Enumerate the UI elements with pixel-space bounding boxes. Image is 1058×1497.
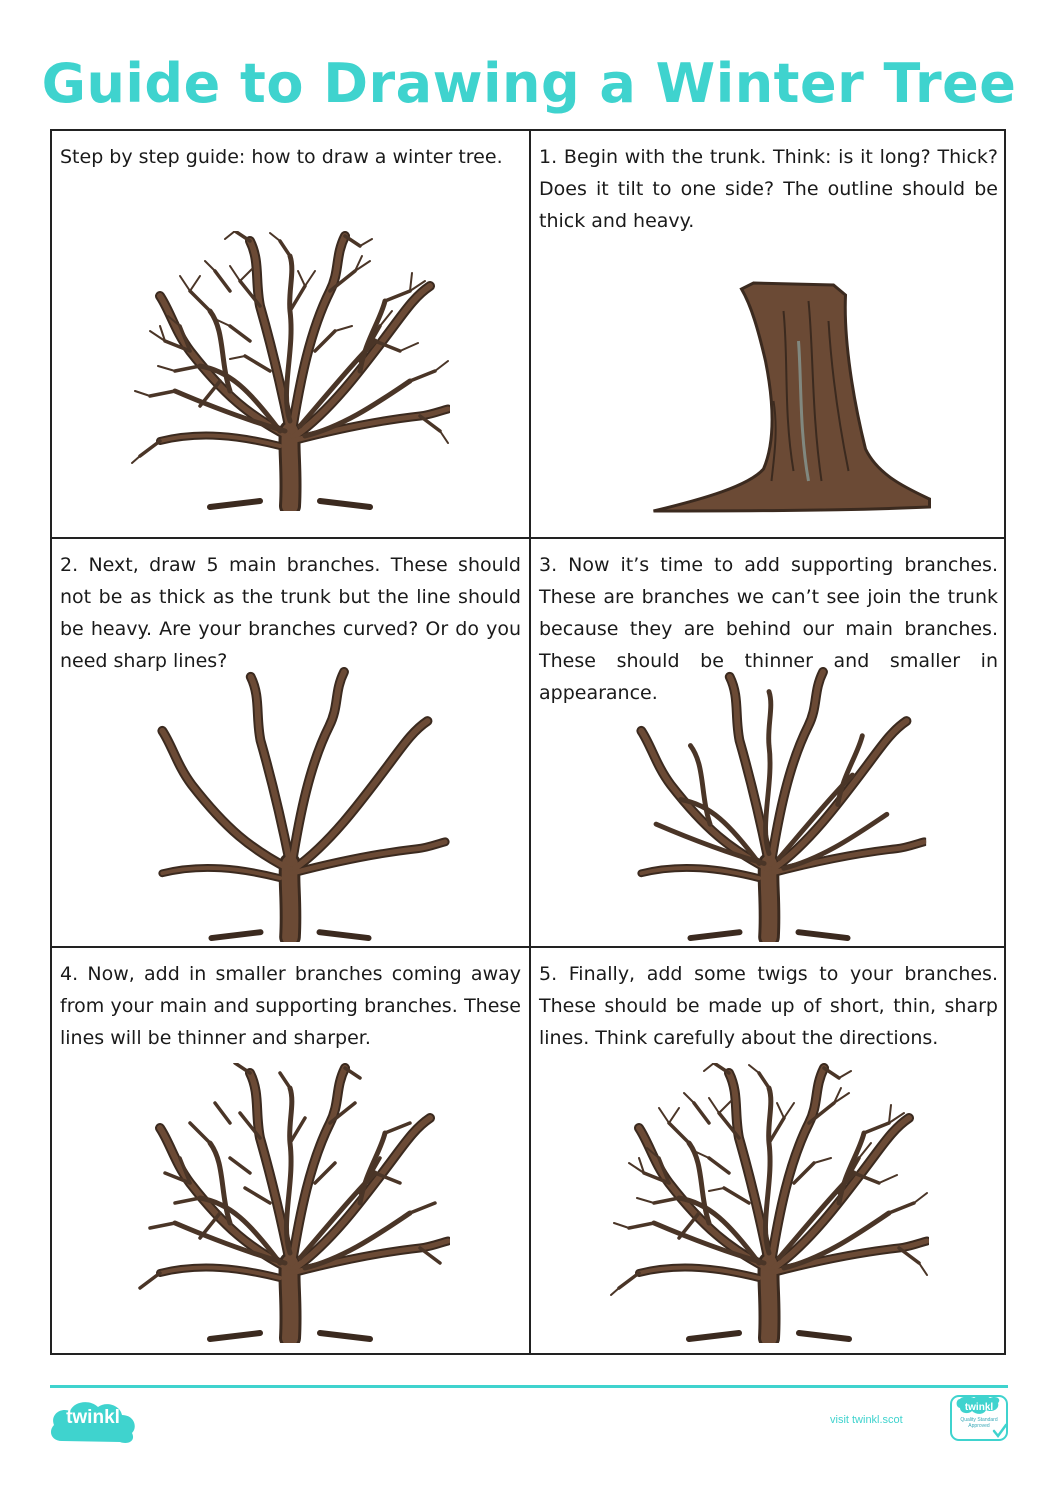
step-cell-4 [52,948,529,1353]
logo-text: twinkl [66,1407,120,1428]
badge-brand: twinkl [964,1402,994,1413]
step-cell-3 [531,539,1006,946]
step-intro-text: Step by step guide: how to draw a winter tree. [60,146,503,168]
tree-with-smaller-branches-image [120,1058,460,1348]
trunk-with-main-branches-image [130,667,450,942]
quality-badge [950,1395,1008,1441]
step-5-text: 5. Finally, add some twigs to your branches. These should be made up of short, thin, sharp lines. Think carefully about the directions. [539,963,998,1049]
page-title: Guide to Drawing a Winter Tree [41,52,1017,115]
step-cell-5 [531,948,1006,1353]
step-1-text: 1. Begin with the trunk. Think: is it long? Thick? Does it tilt to one side? The outline should be thick and heavy. [539,146,998,232]
full-winter-tree-image [120,226,460,516]
footer-divider [50,1385,1008,1388]
tree-trunk-image [611,281,956,521]
step-cell-intro [52,131,529,537]
twinkl-logo[interactable] [48,1397,138,1445]
step-3-text: 3. Now it’s time to add supporting branches. These are branches we can’t see join the trunk because they are behind our main branches. These should be thinner and smaller in appearance. [539,554,998,704]
step-cell-1 [531,131,1006,537]
step-2-text: 2. Next, draw 5 main branches. These should not be as thick as the trunk but the line should be heavy. Are your branches curved? Or do you need sharp lines? [60,554,521,672]
step-grid [50,129,1006,1355]
step-cell-2 [52,539,529,946]
step-4-text: 4. Now, add in smaller branches coming away from your main and supporting branches. These lines will be thinner and sharper. [60,963,521,1049]
badge-text: Quality Standard Approved [960,1417,998,1429]
visit-link[interactable]: visit twinkl.scot [830,1414,903,1426]
tree-with-supporting-branches-image [609,667,929,942]
tree-with-twigs-image [599,1058,939,1348]
